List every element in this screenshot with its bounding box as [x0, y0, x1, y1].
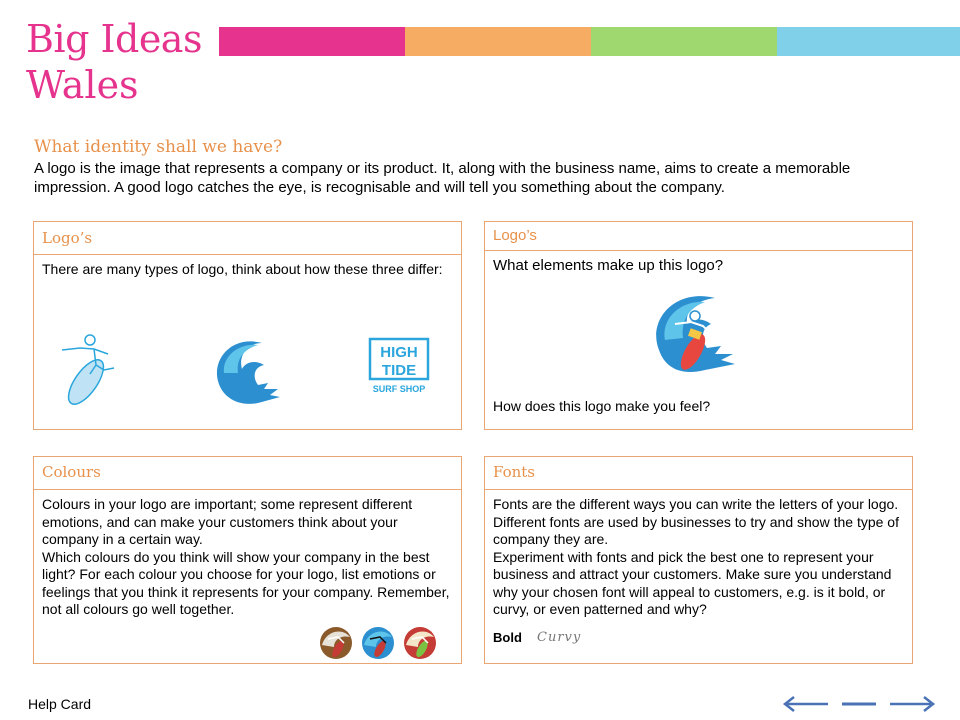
stripe-blue: [777, 27, 960, 56]
surf-wave-logo-icon: [645, 290, 741, 380]
font-sample-curvy: Curvy: [537, 630, 582, 645]
logos-card: [33, 221, 462, 430]
hightide-logo-icon: [367, 336, 433, 400]
hightide-line2: TIDE: [381, 362, 417, 379]
logo-variant-blue-icon: [360, 625, 396, 661]
wave-logo-icon: [208, 335, 284, 407]
logo-variant-red-icon: [402, 625, 438, 661]
arrow-right-icon[interactable]: [888, 694, 936, 714]
fonts-card-title: Fonts: [485, 457, 912, 490]
logo-variant-brown-icon: [318, 625, 354, 661]
logos-card-text: There are many types of logo, think about how these three differ:: [42, 261, 443, 277]
fonts-card: [484, 456, 913, 664]
brand-subtitle: Wales: [26, 63, 139, 107]
arrow-left-icon[interactable]: [782, 694, 830, 714]
surfer-logo-icon: [60, 332, 122, 406]
dash-icon[interactable]: [840, 694, 878, 714]
logo-question-1: What elements make up this logo?: [493, 257, 724, 274]
fonts-text-2: Experiment with fonts and pick the best one to represent your business and attract your customers. Make sure you understand why your chosen font will appeal to customers, e.g. is it bold, or curvy, or even patterned and why?: [493, 548, 892, 617]
brand-title: Big Ideas: [26, 17, 202, 61]
intro-text: A logo is the image that represents a company or its product. It, along with the business name, aims to create a memorable impression. A good logo catches the eye, is recognisable and will tell you something about the company.: [34, 160, 851, 196]
colours-card: [33, 456, 462, 664]
logo-question-2: How does this logo make you feel?: [493, 398, 711, 414]
colours-text-1: Colours in your logo are important; some represent different emotions, and can make your customers think about your company in a certain way.: [42, 496, 413, 547]
fonts-text-1: Fonts are the different ways you can write the letters of your logo. Different fonts are used by businesses to try and show the type of company they are.: [493, 496, 899, 547]
logo-question-card-title: Logo’s: [485, 222, 912, 251]
help-card-link[interactable]: Help Card: [28, 696, 92, 712]
stripe-pink: [219, 27, 405, 56]
hightide-line1: HIGH: [380, 344, 418, 361]
logos-card-title: Logo’s: [34, 222, 461, 255]
stripe-green: [591, 27, 777, 56]
logo-question-card: [484, 221, 913, 430]
font-sample-bold: Bold: [493, 630, 522, 645]
colours-text-2: Which colours do you think will show your company in the best light? For each colour you choose for your logo, list emotions or feelings that you think it represents for your company. Remember, not all colours go well together.: [42, 548, 450, 617]
hightide-line3: SURF SHOP: [372, 384, 426, 394]
colours-card-title: Colours: [34, 457, 461, 490]
section-title: What identity shall we have?: [34, 137, 283, 157]
stripe-orange: [405, 27, 591, 56]
